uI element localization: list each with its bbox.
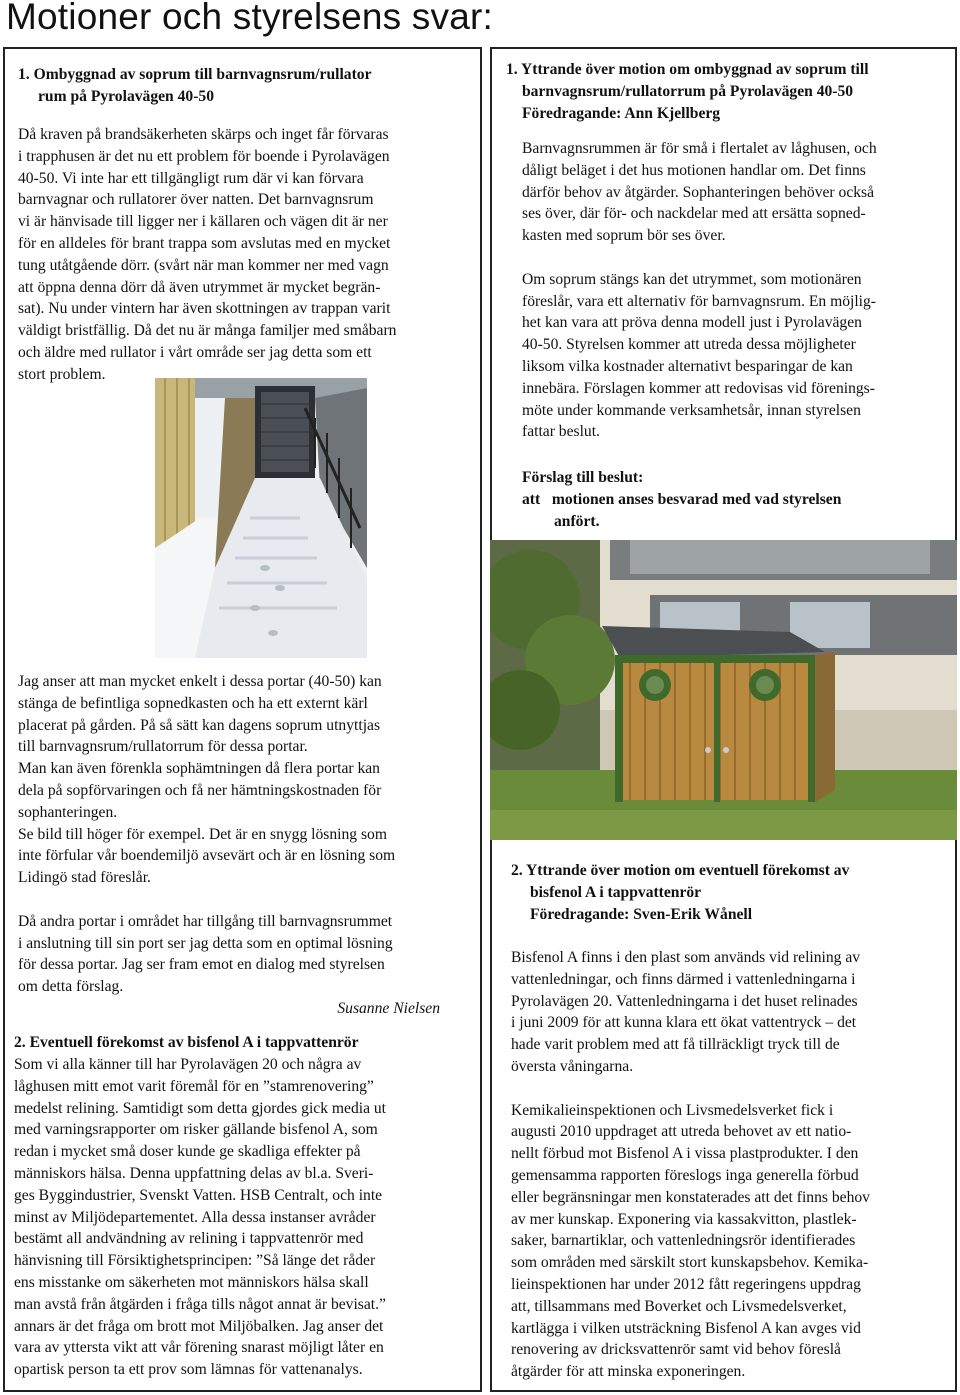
motion2-heading: [14, 1032, 464, 1054]
answer1-line: het kan vara att pröva denna modell just i Pyrolavägen: [522, 314, 862, 332]
answer2-line: som områden med särskilt stort kunskapsbehov. Kemika-: [511, 1254, 869, 1272]
answer2-line: eller begränsningar men konstaterades att det finns behov: [511, 1188, 870, 1206]
answer1-line: ses över, där för- och nackdelar med att ersätta sopned-: [522, 205, 866, 223]
motion2-line: Som vi alla känner till har Pyrolavägen 20 och några av: [14, 1056, 362, 1073]
motion1-line: barnvagnar och rullatorer över natten. Det barnvagnsrum: [18, 191, 374, 209]
motion1-line: och äldre med rullator i vårt område ser jag detta som ett: [18, 343, 372, 361]
decision-line: anfört.: [554, 512, 600, 530]
proposal-line: Jag anser att man mycket enkelt i dessa portar (40-50) kan: [18, 673, 382, 690]
answer2-body: [511, 947, 941, 1383]
answer2-line: av mer kunskap. Exponering via kassakvitton, plastlek-: [511, 1210, 857, 1228]
motion2-line: ens misstanke om säkerheten mot människors hälsa skall: [14, 1273, 369, 1291]
answer2-line: Kemikalieinspektionen och Livsmedelsverket fick i: [511, 1101, 834, 1119]
answer1-line: kasten med soprum bör ses över.: [522, 227, 726, 245]
answer1-line: möte under kommande verksamhetsår, innan styrelsen: [522, 401, 861, 419]
answer1-heading-line: 1. Yttrande över motion om ombyggnad av soprum till: [506, 61, 869, 78]
answer1-decision: [522, 467, 942, 532]
proposal-line: placerat på gården. På så sätt kan dagens soprum utnyttjas: [18, 716, 381, 734]
answer2-line: Bisfenol A finns i den plast som används vid relining av: [511, 949, 861, 966]
motion1-line: att öppna denna dörr då även utrymmet är mycket begrän-: [18, 278, 381, 296]
answer2-heading-line: Föredragande: Sven-Erik Wånell: [530, 905, 753, 923]
motion2-heading-line: 2. Eventuell förekomst av bisfenol A i tappvattenrör: [14, 1034, 359, 1051]
motion1-line: sat). Nu under vintern har även skottningen av trappan varit: [18, 300, 391, 318]
answer2-line: översta våningarna.: [511, 1057, 634, 1075]
answer2-heading: [511, 860, 941, 925]
answer1-line: innebära. Förslagen kommer att redovisas vid förenings-: [522, 379, 875, 397]
motion1-line: Då kraven på brandsäkerheten skärps och inget får förvaras: [18, 126, 389, 143]
motion2-line: opartisk person ta ett prov som lämnas för vattenanalys.: [14, 1361, 363, 1379]
motion2-line: medelst relining. Samtidigt som detta gjordes gick media ut: [14, 1099, 387, 1117]
answer2-line: nellt förbud mot Bisfenol A i vissa plastprodukter. I den: [511, 1145, 859, 1163]
answer2-line: att, tillsammans med Boverket och Livsmedelsverket,: [511, 1297, 847, 1315]
answer2-line: åtgärder för att minska exponeringen.: [511, 1363, 746, 1381]
motion1-line: tung utåtgående dörr. (svårt när man kommer ner med vagn: [18, 256, 389, 274]
motion2-line: med varningsrapporter om risker gällande bisfenol A, som: [14, 1121, 378, 1139]
decision-label: Förslag till beslut:: [522, 469, 644, 486]
motion2-line: minst av Miljödepartementet. Alla dessa instanser avråder: [14, 1208, 376, 1226]
motion2-line: redan i mycket små doser kunde ge skadliga effekter på: [14, 1143, 361, 1161]
answer1-heading: [506, 59, 946, 124]
proposal-line: för dessa portar. Jag ser fram emot en dialog med styrelsen: [18, 956, 385, 974]
answer2-line: kartlägga i vilken utsträckning Bisfenol A kan avges vid: [511, 1319, 861, 1337]
motion1-proposal: [18, 671, 468, 1020]
proposal-line: till barnvagnsrum/rullatorrum för dessa portar.: [18, 738, 308, 756]
proposal-line: Man kan även förenkla sophämtningen då flera portar kan: [18, 760, 380, 778]
answer2-heading-line: 2. Yttrande över motion om eventuell förekomst av: [511, 862, 850, 879]
answer2-line: augusti 2010 uppdraget att utreda behovet av ett natio-: [511, 1123, 852, 1141]
motion1-line: väldigt bristfällig. Då det nu är många familjer med småbarn: [18, 322, 397, 340]
answer2-line: renovering av dricksvattenrör samt vid behov föreslå: [511, 1341, 841, 1359]
motion1-line: 40-50. Vi inte har ett tillgängligt rum där vi kan förvara: [18, 169, 364, 187]
answer2-line: lieinspektionen har under 2012 fått regeringens uppdrag: [511, 1275, 861, 1293]
motion1-line: för en alldeles för brant trappa som avslutas med en mycket: [18, 234, 391, 252]
motion2-line: låghusen mitt emot varit föremål för en ”stamrenovering”: [14, 1077, 374, 1095]
page-title: Motioner och styrelsens svar:: [6, 0, 493, 37]
proposal-line: Se bild till höger för exempel. Det är en snygg lösning som: [18, 825, 387, 843]
answer2-heading-line: bisfenol A i tappvattenrör: [530, 883, 702, 901]
answer1-heading-line: barnvagnsrum/rullatorrum på Pyrolavägen 40-50: [522, 82, 854, 100]
motion1-body: [18, 124, 470, 386]
motion2-line: vara av yttersta vikt att vår förening snarast möjligt låter en: [14, 1339, 384, 1357]
proposal-line: Då andra portar i området har tillgång till barnvagnsrummet: [18, 912, 393, 930]
motion1-line: i trapphusen är det nu ett problem för boende i Pyrolavägen: [18, 147, 390, 165]
signature: Susanne Nielsen: [337, 999, 440, 1017]
motion1-heading: [18, 64, 468, 108]
answer2-line: hade varit problem med att få tillräckligt tryck till de: [511, 1036, 840, 1054]
motion2-line: man avstå från åtgärden i fråga tills något annat är bevisat.”: [14, 1295, 386, 1313]
answer1-line: därför behov av åtgärder. Sophanteringen behöver också: [522, 183, 875, 201]
answer1-body: [522, 138, 946, 443]
motion1-line: stort problem.: [18, 365, 106, 383]
answer2-line: Pyrolavägen 20. Vattenledningarna i det huset relinades: [511, 992, 858, 1010]
motion1-line: vi är hänvisade till ligger ner i källaren och vägen dit är ner: [18, 213, 388, 231]
answer2-line: saker, barnartiklar, och vattenledningsrör identifierades: [511, 1232, 856, 1250]
proposal-line: om detta förslag.: [18, 978, 124, 996]
answer1-line: föreslår, vara ett alternativ för barnvagnsrum. En möjlig-: [522, 292, 877, 310]
proposal-line: inte förfular vår boendemiljö avsevärt och är en lösning som: [18, 847, 396, 865]
motion2-line: annars är det fråga om brott mot Miljöbalken. Jag anser det: [14, 1317, 384, 1335]
answer1-line: Barnvagnsrummen är för små i flertalet av låghusen, och: [522, 140, 877, 157]
proposal-line: dela på sopförvaringen och få ner hämtningskostnaden för: [18, 781, 382, 799]
answer1-line: fattar beslut.: [522, 423, 600, 441]
proposal-line: Lidingö stad föreslår.: [18, 869, 151, 887]
motion2-line: ges Byggindustrier, Svenskt Vatten. HSB Centralt, och inte: [14, 1186, 383, 1204]
snowy-stairs-photo: [155, 378, 367, 658]
waste-shed-photo: [490, 540, 957, 840]
answer2-line: i juni 2009 för att kunna klara ett ökat vattentryck – det: [511, 1014, 857, 1032]
answer1-line: liksom vilka kostnader alternativt besparingar de kan: [522, 357, 853, 375]
answer2-line: vattenledningar, och finns därmed i vattenledningarna i: [511, 970, 856, 988]
answer1-line: dåligt beläget i det hus motionen handlar om. Det finns: [522, 161, 866, 179]
motion1-heading-line: 1. Ombyggnad av soprum till barnvagnsrum/rullator: [18, 66, 372, 83]
decision-line: att motionen anses besvarad med vad styrelsen: [522, 490, 842, 508]
answer1-line: Om soprum stängs kan det utrymmet, som motionären: [522, 270, 862, 288]
answer1-heading-line: Föredragande: Ann Kjellberg: [522, 104, 721, 122]
motion2-line: hänvisning till Försiktighetsprincipen: ”Så länge det råder: [14, 1252, 376, 1270]
answer1-line: 40-50. Styrelsen kommer att utreda dessa möjligheter: [522, 336, 856, 354]
motion2-line: människors hälsa. Denna uppfattning delas av bl.a. Sveri-: [14, 1164, 374, 1182]
proposal-line: i anslutning till sin port ser jag detta som en optimal lösning: [18, 934, 393, 952]
proposal-line: stänga de befintliga sopnedkasten och ha ett externt kärl: [18, 694, 368, 712]
motion1-heading-line: rum på Pyrolavägen 40-50: [38, 87, 215, 105]
proposal-line: sophanteringen.: [18, 803, 118, 821]
motion2-line: bestämt all andvändning av relining i tappvattenrör med: [14, 1230, 364, 1248]
answer2-line: gemensamma rapporten föreslogs inga generella förbud: [511, 1166, 859, 1184]
motion2-body: [14, 1054, 466, 1381]
